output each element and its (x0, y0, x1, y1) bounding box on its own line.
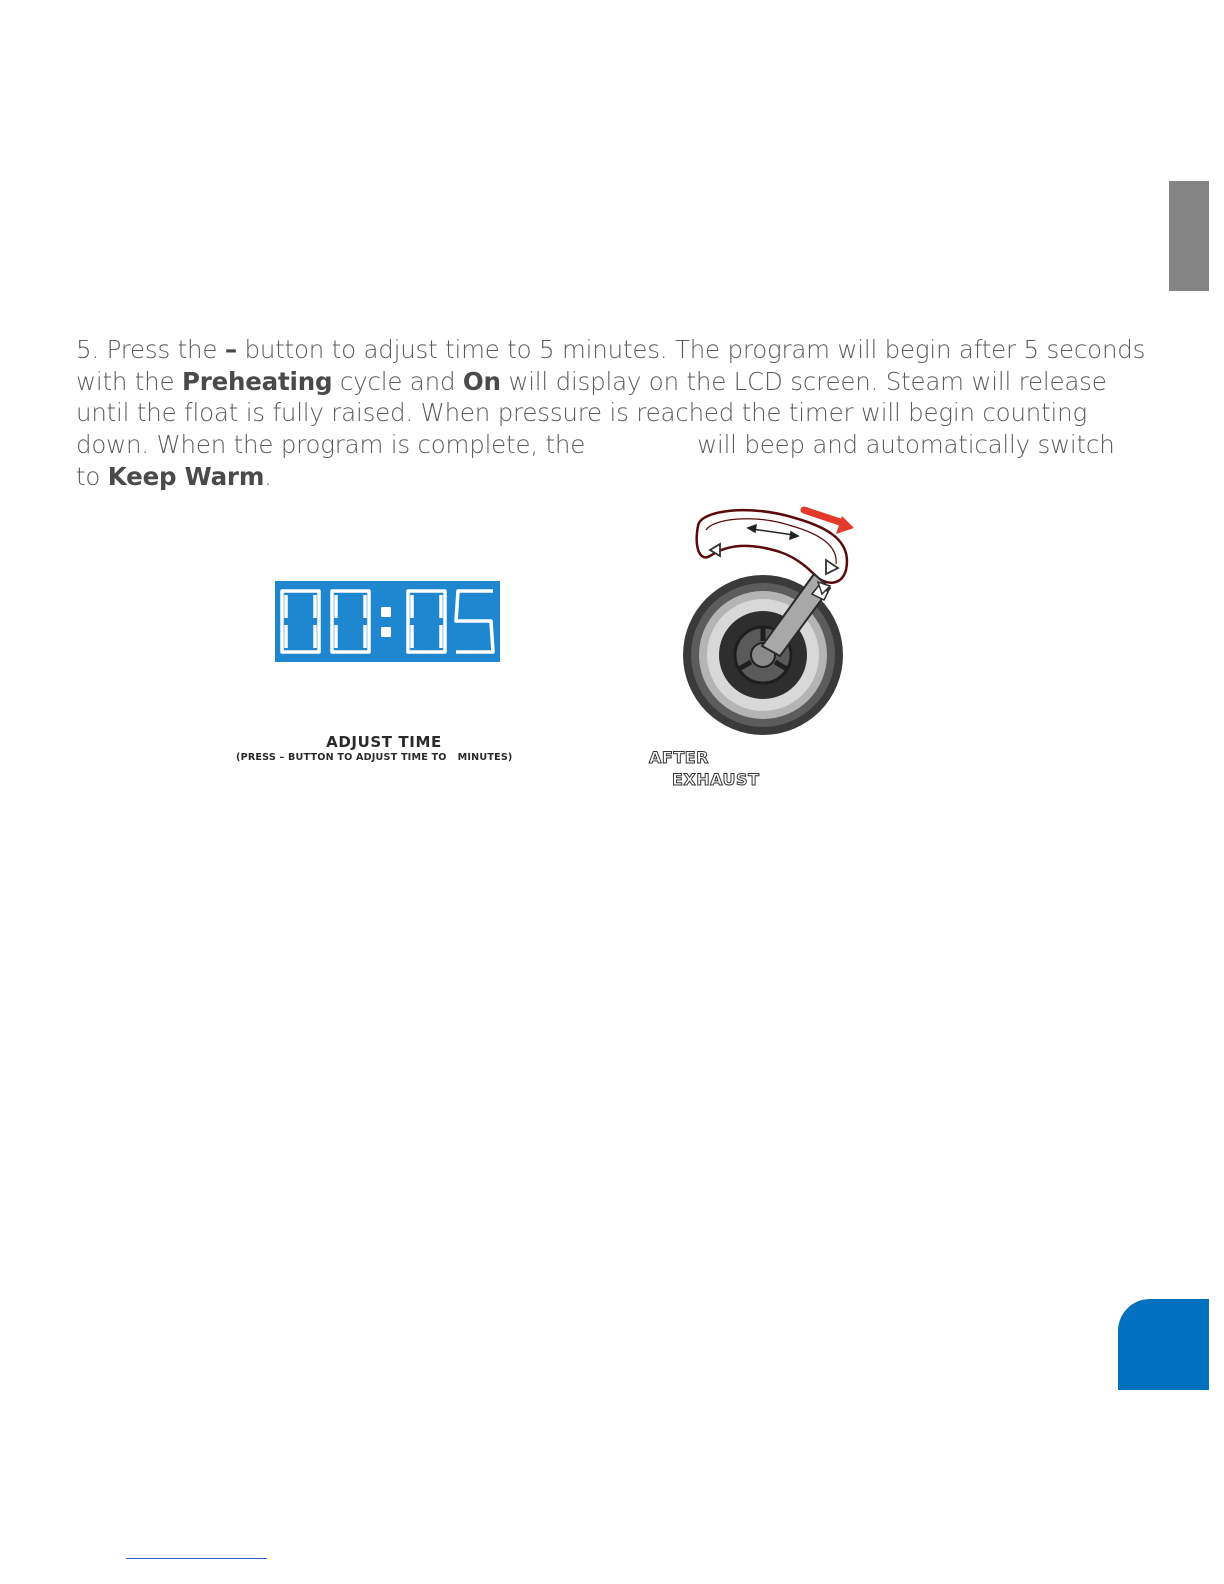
after-label: AFTER (649, 748, 709, 767)
step-5-instruction (76, 334, 1146, 493)
lcd-display (275, 581, 500, 662)
step-text: . (264, 461, 272, 491)
adjust-time-caption: ADJUST TIME (326, 733, 442, 751)
lcd-colon (381, 607, 391, 637)
lcd-digit-3 (456, 591, 493, 652)
exhaust-label: EXHAUST (672, 770, 760, 789)
subcaption-part: MINUTES) (457, 752, 513, 763)
lcd-digit-0 (282, 591, 319, 652)
footer-link-line (126, 1558, 267, 1559)
lcd-digit-2 (408, 591, 445, 652)
step-text: button to adjust time to 5 minutes. The program will begin after 5 seconds with the (76, 335, 1146, 396)
preheating-term: Preheating (181, 366, 333, 396)
step-text: will display on the LCD screen. Steam will release until the float is fully raised. When pressure is reached the timer will begin counting down. When the program is complete, the (76, 366, 1107, 460)
minus-symbol: – (224, 335, 237, 364)
on-term: On (462, 366, 501, 396)
lcd-digits (275, 581, 500, 662)
adjust-time-subcaption (236, 752, 536, 763)
page-corner-tab (1118, 1299, 1209, 1390)
keep-warm-term: Keep Warm (107, 461, 265, 491)
step-text: will beep and automatically switch to (76, 430, 1115, 491)
lcd-digit-1 (332, 591, 369, 652)
step-text: cycle and (332, 366, 463, 396)
step-text: 5. Press the (76, 335, 225, 364)
release-valve-icon (670, 500, 870, 740)
section-side-tab (1169, 181, 1209, 291)
subcaption-part: (PRESS – BUTTON TO ADJUST TIME TO (236, 752, 447, 763)
